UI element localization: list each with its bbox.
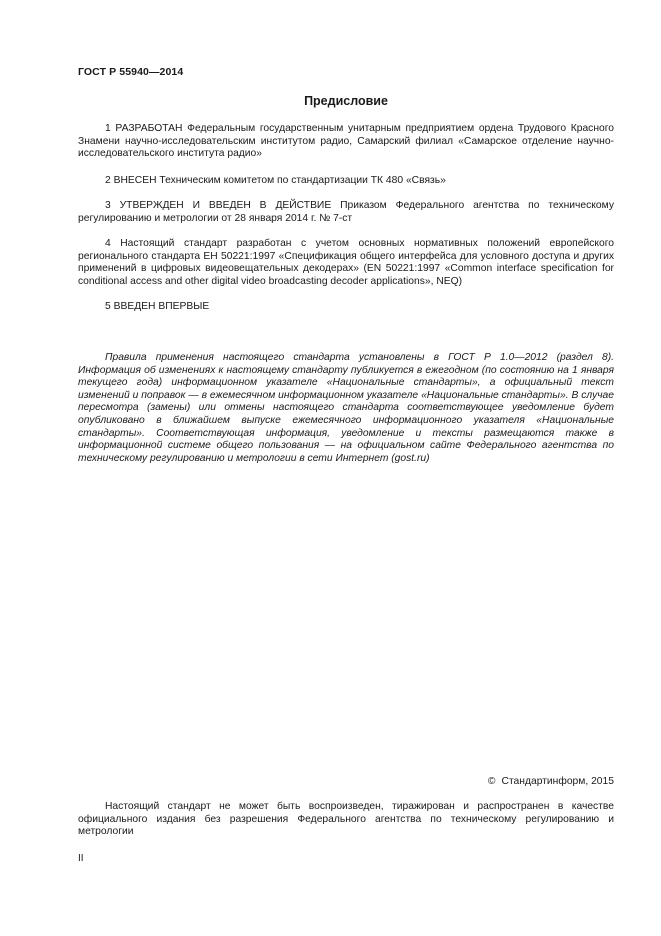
page-number: II (78, 853, 84, 864)
copyright-icon: © (487, 776, 496, 787)
application-rules-notice: Правила применения настоящего стандарта установлены в ГОСТ Р 1.0—2012 (раздел 8). Информация об изменениях к настоящему стандарту публикуется в ежегодном (по состоянию на 1 января текущего года) информационном указателе «Национальные стандарты», а официальный текст изменений и поправок — в ежемесячном информационном указателе «Национальные стандарты». В случае пересмотра (замены) или отмены настоящего стандарта соответствующее уведомление будет опубликовано в ближайшем выпуске ежемесячного информационного указателя «Национальные стандарты». Соответствующая информация, уведомление и тексты размещаются также в информационной системе общего пользования — на официальном сайте Федерального агентства по техническому регулированию и метрологии в сети Интернет (gost.ru) (78, 352, 614, 464)
copyright-line (488, 776, 614, 787)
reproduction-notice: Настоящий стандарт не может быть воспроизведен, тиражирован и распространен в качестве официального издания без разрешения Федерального агентства по техническому регулированию и метрологии (78, 801, 614, 838)
document-header-id: ГОСТ Р 55940—2014 (78, 66, 184, 78)
paragraph-introduced-first: 5 ВВЕДЕН ВПЕРВЫЕ (105, 301, 210, 312)
copyright-text: Стандартинформ, 2015 (501, 776, 614, 787)
section-title: Предисловие (304, 94, 388, 108)
paragraph-approved: 3 УТВЕРЖДЕН И ВВЕДЕН В ДЕЙСТВИЕ Приказом Федерального агентства по техническому регулированию и метрологии от 28 января 2014 г. № 7-ст (78, 200, 614, 224)
paragraph-introduced-by: 2 ВНЕСЕН Техническим комитетом по стандартизации ТК 480 «Связь» (105, 175, 446, 186)
paragraph-developed-by: 1 РАЗРАБОТАН Федеральным государственным унитарным предприятием ордена Трудового Красного Знамени научно-исследовательским институтом радио, Самарский филиал «Самарское отделение научно-исследовательского института радио» (78, 123, 614, 160)
paragraph-basis-standard: 4 Настоящий стандарт разработан с учетом основных нормативных положений европейского регионального стандарта ЕН 50221:1997 «Спецификация общего интерфейса для условного доступа и других применений в цифровых видеовещательных декодерах» (EN 50221:1997 «Common interface specification for conditional access and other digital video broadcasting decoder applications», NEQ) (78, 238, 614, 287)
